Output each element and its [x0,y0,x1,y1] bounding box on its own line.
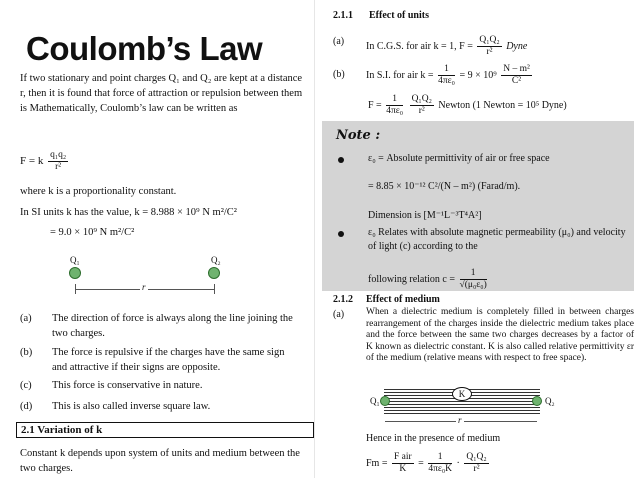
note-box [322,121,634,291]
note-bullet-1 [338,157,344,163]
section-211-title: Effect of units [369,10,429,21]
distance-r-label: r [142,282,146,292]
two-charge-diagram [66,253,226,299]
fm-prefix: Fm = [366,457,388,469]
section-211-number: 2.1.1 [333,10,353,21]
medium-q1-sphere [380,396,390,406]
force-d1: 4πε₀ [386,106,404,116]
si-value-right: = 9 × 10⁹ [459,69,497,81]
point-c-text: This force is conservative in nature. [52,380,203,391]
fm-dot: · [456,457,460,469]
note-bullet-2 [338,231,344,237]
section-212-number: 2.1.2 [333,294,353,305]
page-title: Coulomb’s Law [26,30,263,67]
formula-numerator: q₁q₂ [50,150,67,160]
cgs-formula-prefix: F = [459,40,473,52]
force-unit: Newton (1 Newton = 10⁵ Dyne) [438,99,567,111]
fm-equals: = [418,457,424,469]
coulomb-formula [20,150,70,173]
formula-prefix: F = k [20,155,44,168]
hence-text: Hence in the presence of medium [366,433,501,444]
point-b-label: (b) [20,347,33,358]
force-n1: 1 [386,94,403,106]
cgs-unit: Dyne [506,40,528,52]
cgs-text: In C.G.S. for air k = 1, [366,40,457,52]
fm-n2: 1 [428,452,452,464]
point-a-text: The direction of force is always along the line joining the two charges. [52,313,293,339]
fm-d2: 4πε₀K [428,464,453,474]
si-value: In SI units k has the value, k = 8.988 × 10⁹ N m²/C² [20,207,237,218]
si-numerator: 1 [438,64,455,76]
cgs-denominator: r² [486,47,493,57]
note-relation-line [368,268,489,291]
note-value: = 8.85 × 10⁻¹² C²/(N – m²) (Farad/m). [368,181,521,192]
force-d2: r² [418,106,425,116]
point-d-text: This is also called inverse square law. [52,401,211,412]
medium-force-formula [366,452,491,475]
si-text: In S.I. for air k = [366,69,434,81]
note-label: Note : [336,128,381,143]
si-unit-numerator: N – m² [503,64,530,74]
cgs-numerator: Q₁Q₂ [479,35,500,45]
charge-q1-sphere [69,267,81,279]
force-prefix: F = [368,99,382,111]
note-relation-prefix: following relation c = [368,273,456,285]
dielectric-k-label: K [452,387,472,401]
note-relation: ε₀ Relates with absolute magnetic permeability (μ₀) and velocity of light (c) according to the [368,227,626,252]
cgs-line [366,35,527,58]
point-d-label: (d) [20,401,33,412]
fm-d1: K [399,464,407,474]
k-definition: where k is a proportionality constant. [20,186,177,197]
medium-label: (a) [333,309,345,320]
charge-q2-sphere [208,267,220,279]
intro-paragraph: If two stationary and point charges Q₁ and Q₂ are kept at a distance r, then it is found that force of attraction or repulsion between them is Mathematically, Coulomb’s law can be written as [20,73,303,114]
si-unit-denominator: C² [511,76,522,86]
point-a-label: (a) [20,313,32,324]
section-heading-variation: 2.1 Variation of k [16,422,314,438]
formula-denominator: r² [55,162,62,172]
fm-n1: F air [393,452,412,462]
dielectric-diagram [370,383,570,427]
si-denominator: 4πε₀ [438,76,455,86]
medium-q1-label: Q₁ [370,396,380,406]
note-dimension: Dimension is [M⁻¹L⁻³T⁴A²] [368,210,482,221]
si-line [366,64,534,87]
fm-d3: r² [473,464,480,474]
charge-q2-label: Q₂ [211,255,221,265]
note-permittivity: ε₀ = Absolute permittivity of air or free space [368,153,550,164]
charge-q1-label: Q₁ [70,255,80,265]
section-212-title: Effect of medium [366,294,440,305]
medium-r-label: r [458,415,462,425]
force-n2: Q₁Q₂ [411,94,432,104]
item-a-label: (a) [333,36,345,47]
point-b-text: The force is repulsive if the charges have the same sign and attractive if their signs are opposite. [52,347,285,373]
c-denominator: √(μ₀ε₀) [459,280,487,290]
si-approx: = 9.0 × 10⁹ N m²/C² [50,227,135,238]
c-numerator: 1 [460,268,487,280]
medium-q2-sphere [532,396,542,406]
point-c-label: (c) [20,380,32,391]
item-b-label: (b) [333,69,345,80]
fm-n3: Q₁Q₂ [466,452,487,462]
force-si-line [368,94,567,117]
medium-q2-label: Q₂ [545,396,555,406]
medium-text: When a dielectric medium is completely filled in between charges rearrangement of the charges inside the dielectric medium takes place and the force between the same two charges decreases by a factor of K known as dielectric constant. K is also called relative permittivity εr of the medium (relative means with respect to free space). [366,307,634,363]
section-variation-text: Constant k depends upon system of units and medium between the two charges. [20,448,300,474]
